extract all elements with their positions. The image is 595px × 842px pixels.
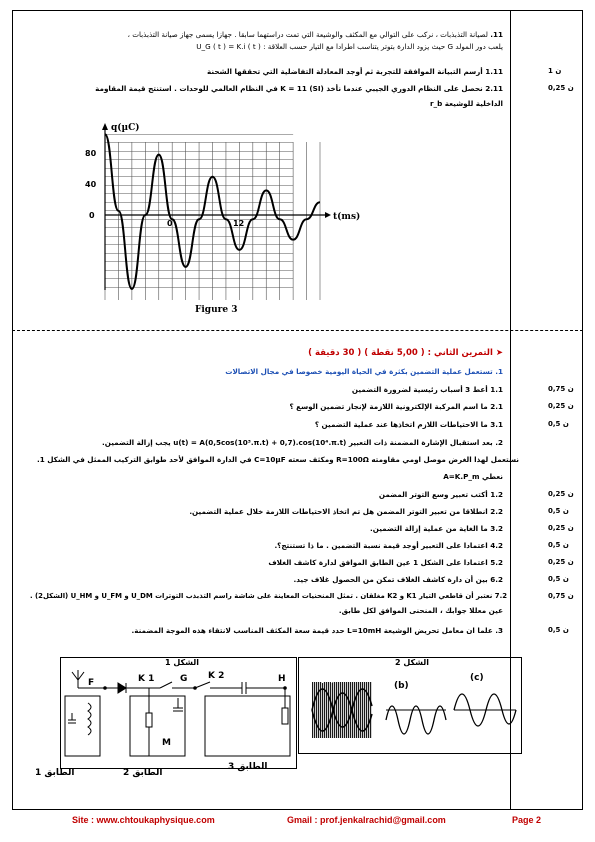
q111: 1.11 أرسم التبيانة الموافقة للتجربة ثم أوجد المعادلة التفاضلية التي تحققها الشحنة (207, 67, 503, 76)
score-211: 0,25 ن (548, 84, 574, 92)
footer-site[interactable]: Site : www.chtoukaphysique.com (72, 815, 215, 825)
x-axis-arrow (325, 212, 331, 218)
score-32: 0,25 ن (548, 524, 574, 532)
p2-q72-line2: عين معللا جوابك ، المنحنى الموافق لكل طابق. (338, 606, 503, 615)
p2-q31: 3.1 ما الاحتياطات اللازم اتخاذها عند عملية التضمين ؟ (314, 420, 503, 429)
tick-y-0: 0 (89, 211, 95, 220)
label-a: (a) (320, 675, 335, 685)
score-31: 0,5 ن (548, 420, 569, 428)
label-F: F (88, 678, 95, 688)
tick-y-40: 40 (85, 180, 97, 189)
score-11: 0,75 ن (548, 385, 574, 393)
score-42: 0,5 ن (548, 541, 569, 549)
p2-q32: 3.2 ما الغاية من عملية إزالة التضمين. (370, 524, 503, 533)
p2-q11: 1.1 أعط 3 أسباب رئيسية لضرورة التضمين (351, 385, 503, 394)
p2-q12: 1.2 أكتب تعبير وسع التوتر المضمن (378, 490, 503, 499)
score-62: 0,5 ن (548, 575, 569, 583)
p2-q21: 2.1 ما اسم المركبة الإلكترونية اللازمة لإنجاز تضمين الوسع ؟ (289, 402, 503, 411)
figure-caption: Figure 3 (195, 305, 238, 315)
label-G: G (180, 674, 188, 684)
score-111: 1 ن (548, 67, 562, 75)
p2-q2-line1: 2. بعد استقبال الإشارة المضمنة ذات التعبير u(t) = A(0,5cos(10³.π.t) + 0,7).cos(10⁴.π.t) يجب إزالة التضمين. (102, 438, 503, 447)
y-axis-label: q(µC) (111, 123, 140, 133)
p2-q2-line2: نستعمل لهذا الغرض موصل اومي مقاومته R=100Ω ومكثف سعته C=10µF في الدارة الموافق لأحد طوابق التركيب الممثل في الشكل 1. (36, 455, 519, 464)
label-M: M (162, 738, 171, 748)
label-K2: K 2 (208, 671, 225, 681)
q211-line1: 2.11 نحصل على النظام الدوري الجيبي عندما نأخذ K = 11 (SI) في النظام العالمي للوحدات . استنتج قيمة المقاومة (95, 84, 503, 93)
p2-q42: 4.2 اعتمادا على التعبير أوجد قيمة نسبة التضمين . ما ذا تستنتج؟. (274, 541, 503, 550)
schema1-circuit (60, 668, 295, 768)
p2-q72-line1: 7.2 نعتبر أن قاطعي التيار K1 و K2 مغلقان . تمثل المنحنيات المعاينة على شاشة راسم التذبذب التوترات U_DM و U_FM و U_HM (الشكل2) . (29, 592, 507, 600)
tick-x-12: 12 (233, 219, 245, 228)
label-K1: K 1 (138, 674, 155, 684)
stage3-label: الطابق 3 (228, 762, 268, 772)
wave-a (312, 682, 372, 738)
schema2-title: الشكل 2 (395, 658, 430, 667)
label-c: (c) (470, 673, 484, 683)
score-21: 0,25 ن (548, 402, 574, 410)
footer-page: Page 2 (512, 815, 542, 825)
figure3-chart (85, 120, 361, 320)
tick-x-0: 0 (167, 219, 173, 228)
score-12: 0,25 ن (548, 490, 574, 498)
p2-q3: 3. علما ان معامل تحريض الوشيعة L=10mH حدد قيمة سعة المكثف المناسب لانتقاء هذه الموجة المضمنة. (131, 626, 503, 635)
label-H: H (278, 674, 286, 684)
exercise2-title: ➤ التمرين الثاني : ( 5,00 نقطة ) ( 30 دقيقة ) (308, 348, 503, 358)
y-axis-arrow (102, 123, 108, 130)
p2-q52: 5.2 اعتمادا على الشكل 1 عين الطابق الموافق لدارة كاشف الغلاف (268, 558, 503, 567)
tick-y-80: 80 (85, 149, 97, 158)
schema1-title: الشكل 1 (165, 658, 200, 667)
score-22: 0,5 ن (548, 507, 569, 515)
score-52: 0,25 ن (548, 558, 574, 566)
score-3: 0,5 ن (548, 626, 569, 634)
q11-line1: 11. لصيانة التذبذبات ، نركب على التوالي مع المكثف والوشيعة التي تمت دراستهما سابقا . جهازا يسمى جهاز صيانة التذبذبات ، (127, 30, 503, 39)
p2-intro: 1. تستعمل عملية التضمين بكثرة في الحياة اليومية خصوصا في مجال الاتصالات (225, 367, 503, 376)
label-b: (b) (394, 681, 409, 691)
score-72: 0,75 ن (548, 592, 574, 600)
footer-gmail[interactable]: Gmail : prof.jenkalrachid@gmail.com (287, 815, 446, 825)
section-divider (12, 330, 583, 331)
schema2-oscillograms (298, 668, 520, 752)
chart-grid (105, 134, 320, 300)
q211-line2: الداخلية للوشيعة r_b (429, 99, 503, 108)
q11-line2: يلعب دور المولد G حيث يزود الدارة بتوتر يتناسب اطرادا مع التيار حسب العلاقة : U_G ( t ) = K.i ( t ) (196, 42, 503, 51)
p2-q22: 2.2 انطلاقا من تعبير التوتر المضمن هل تم اتخاذ الاحتياطات اللازمة خلال عملية التضمين. (189, 507, 503, 516)
p2-q2-line3: نعطي A=K.P_m (443, 472, 503, 481)
x-axis-label: t(ms) (333, 212, 361, 222)
p2-q62: 6.2 بين أن دارة كاشف الغلاف تمكن من الحصول غلاف جيد. (293, 575, 503, 584)
stage1-label: الطابق 1 (35, 768, 75, 778)
stage2-label: الطابق 2 (123, 768, 163, 778)
